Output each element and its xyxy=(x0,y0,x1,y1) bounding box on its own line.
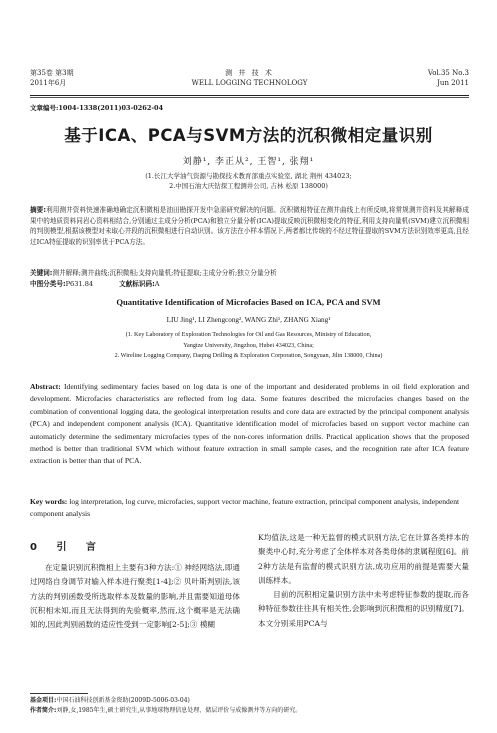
classification-cn xyxy=(30,279,469,290)
header-journal-cn: 测 井 技 术 xyxy=(225,69,274,77)
intro-text-right-1: K均值法,这是一种无监督的模式识别方法,它在计算各类样本的聚类中心时,充分考虑了全体样本对各类母体的隶属程度[6]。前2种方法是有监督的模式识别方法,成功应用的前提是需要大量训练样本。 xyxy=(258,533,469,585)
affiliation-en-3: 2. Wireline Logging Company, Daqing Drilling & Exploration Corporation, Songyuan, Jilin 138000, China) xyxy=(114,352,383,359)
abstract-en-label: Abstract: xyxy=(30,382,61,391)
keywords-cn xyxy=(30,268,469,279)
abstract-cn-label: 摘要: xyxy=(30,206,46,214)
section-number: 0 xyxy=(30,542,45,553)
class-cn-value: P631.84 xyxy=(65,280,94,288)
keywords-en-text: log interpretation, log curve, microfacies, support vector machine, feature extraction, principal component analysis, independent component analysis xyxy=(30,497,460,519)
keywords-en-label: Key words: xyxy=(30,497,68,506)
header-date-en: Jun 2011 xyxy=(437,79,469,87)
header-rule-thin xyxy=(30,97,469,98)
header-volume-cn: 第35卷 第3期 xyxy=(30,69,74,77)
footnote-rule xyxy=(30,693,88,694)
author-label: 作者简介: xyxy=(30,707,57,714)
section-title: 引 言 xyxy=(56,542,104,553)
header-center xyxy=(30,68,469,88)
header-volume-en: Vol.35 No.3 xyxy=(427,69,469,77)
keywords-cn-label: 关键词: xyxy=(30,269,53,277)
body-column-right xyxy=(258,531,469,631)
intro-text-right-2: 目前的沉积相定量识别方法中未考虑特征参数的提取,而各种特征参数往往具有相关性,会影响到沉积微相的识别精度[7]。本文分别采用PCA与 xyxy=(258,590,469,628)
footnote-fund xyxy=(30,696,469,706)
intro-paragraph-right-1 xyxy=(258,531,469,588)
intro-paragraph-left xyxy=(30,561,240,632)
article-number: 文章编号:1004-1338(2011)03-0262-04 xyxy=(30,104,164,112)
running-header xyxy=(30,68,469,94)
author-text: 刘静,女,1985年生,硕士研究生,从事地球物理信息处理、储层评价与成像测井等方向的研究。 xyxy=(56,707,302,714)
abstract-cn xyxy=(30,205,469,247)
affiliations-cn xyxy=(0,171,497,191)
doc-code-value: A xyxy=(154,280,160,288)
abstract-en xyxy=(30,381,469,468)
header-right xyxy=(428,68,469,88)
affiliation-cn-1: (1.长江大学油气资源与勘探技术教育部重点实验室, 湖北 荆州 434023; xyxy=(145,172,352,180)
authors-cn: 刘静¹, 李正从², 王智¹, 张翔¹ xyxy=(182,157,315,167)
authors-en: LIU Jing¹, LI Zhengcong², WANG Zhi¹, ZHANG Xiang¹ xyxy=(166,316,331,324)
header-journal-en: WELL LOGGING TECHNOLOGY xyxy=(191,79,308,87)
class-cn-label: 中图分类号: xyxy=(30,280,66,288)
doc-code-label: 文献标识码: xyxy=(119,280,155,288)
header-rule xyxy=(30,95,469,96)
abstract-en-text: Identifying sedimentary facies based on log data is one of the important and desiderated problems in oil field exploration and development. Microfacies characteristics are reflected from log data. Some features described the microfacies changes based on the combination of conventional logging data, the geological interpretation results and core data are extracted by the principal component analysis (PCA) and independent component analysis (ICA). Quantitative identification model of microfacies based on support vector machine can automaticly determine the sedimentary microfacies types of the non-cores information drills. Practical application shows that the proposed method is better than traditional SVM which without feature extraction in small sample cases, and the recognition rate after ICA feature extraction is better than that of PCA. xyxy=(30,382,469,466)
header-date-cn: 2011年6月 xyxy=(30,79,67,87)
keywords-cn-text: 测井解释;测井曲线;沉积微相;支持向量机;特征提取;主成分分析;独立分量分析 xyxy=(52,269,277,277)
fund-label: 基金项目: xyxy=(30,697,57,704)
body-column-left xyxy=(30,538,240,632)
keywords-en xyxy=(30,496,469,521)
footnote xyxy=(30,696,469,716)
intro-text-left: 在定量识别沉积微相上主要有3种方法:① 神经网络法,即通过网络自身调节对输入样本进行聚类[1-4];② 贝叶斯判别法,该方法的判别函数受所选取样本及数量的影响,并且需要知道母体沉积相未知,而且无法得到的先验概率,然而,这个概率是无法确知的,因此判别函数的适应性受到一定影响[2-5];③ 模糊 xyxy=(30,563,240,630)
fund-text: 中国石油科技创新基金资助(2009D-5006-03-04) xyxy=(56,697,190,704)
section-heading xyxy=(30,538,240,553)
title-en: Quantitative Identification of Microfacies Based on ICA, PCA and SVM xyxy=(116,297,381,307)
title-cn: 基于ICA、PCA与SVM方法的沉积微相定量识别 xyxy=(64,126,433,145)
affiliations-en xyxy=(0,330,497,362)
affiliation-en-1: (1. Key Laboratory of Exploration Technologies for Oil and Gas Resources, Ministry of Education, xyxy=(125,331,372,338)
affiliation-cn-2: 2.中国石油大庆钻探工程测井公司, 吉林 松原 138000) xyxy=(169,182,328,190)
affiliation-en-2: Yangtze University, Jingzhou, Hubei 434023, China; xyxy=(183,341,314,349)
footnote-author xyxy=(30,706,469,716)
intro-paragraph-right-2 xyxy=(258,588,469,631)
abstract-cn-text: 利用测井资料快速准确地确定沉积微相是油田勘探开发中急需研究解决的问题。沉积微相特征在测井曲线上有所反映,将常规测井资料及其解释成果中的地质资料同岩心资料相结合,分别通过主成分分析(PCA)和独立分量分析(ICA)提取反映沉积微相变化的特征,利用支持向量机(SVM)建立沉积微相的判别模型,根据该模型对未取心井段的沉积微相进行自动识别。该方法在小样本情况下,两者都比传统的不经过特征提取的SVM方法识别效率更高,且经过ICA特征提取的识别率优于PCA方法。 xyxy=(30,206,469,246)
